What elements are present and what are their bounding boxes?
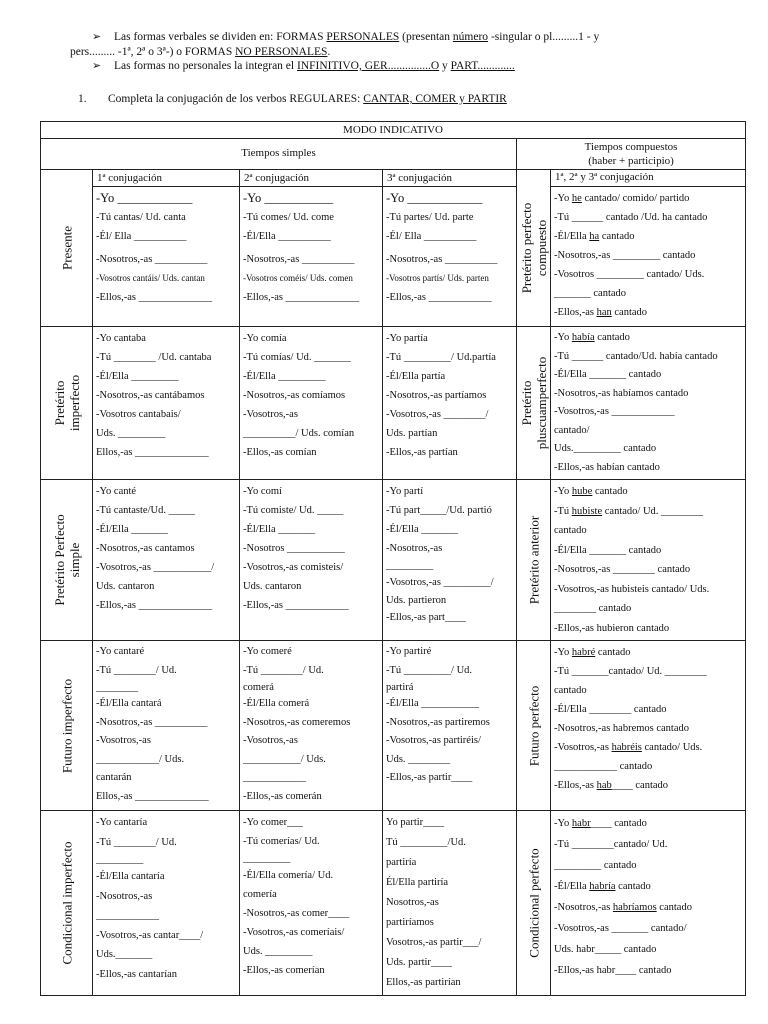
line: -Yo cantaba [96,333,146,344]
line: -Nosotros,-as habíamos cantado [554,387,689,399]
line: cantado [554,525,587,536]
line: _________ cantado [554,860,637,871]
compound-tense-label [517,811,551,996]
line: -Vosotros partís/ Uds. parten [386,273,489,284]
cell-c1 [93,327,240,480]
exercise-number: 1. [78,93,87,105]
text: Pretérito Perfecto [51,514,67,606]
line: -Vosotros,-as ____________ [554,406,675,417]
line: -Nosotros,-as ________ cantado [554,564,691,575]
text: (presentan [399,31,453,43]
line: -Nosotros,-as [96,890,153,902]
line: -Yo he cantado/ comido/ partido [554,193,690,205]
bullet-verb-forms [70,30,750,45]
line: -Yo habré cantado [554,647,631,658]
col-header-1: 1ª conjugación [93,170,240,187]
text: imperfecto [66,374,82,432]
line: ________ cantado [554,603,632,614]
compound-tense-label [517,327,551,480]
line: -Yo ___________ [243,191,334,206]
line: -Nosotros,-as cantamos [96,543,195,554]
text: Presente [59,225,74,271]
line: -Vosotros,-as ___________/ [96,562,215,573]
line: -Tú comerías/ Ud. [243,836,320,847]
text [52,375,82,431]
line: -Él/Ella ha cantado [554,231,635,243]
line: Ellos,-as ______________ [96,790,209,802]
line: -Tú ______ cantado/Ud. había cantado [554,350,718,362]
line: cantarán [96,772,132,783]
line: -Tú comiste/ Ud. _____ [243,505,344,516]
line: -Tú cantaste/Ud. _____ [96,505,195,516]
line: partiríamos [386,917,434,928]
cell-c2 [240,641,383,811]
text [519,203,549,294]
line: -Yo ____________ [96,191,193,206]
line: -Él/Ella ___________ [386,698,480,709]
line: Yo partir____ [386,817,445,828]
line: ___________/ Uds. [243,753,326,765]
tense-label [41,327,93,480]
line: -Nosotros ___________ [243,543,345,554]
text: Pretérito [51,380,67,426]
cell-c3 [383,327,517,480]
line: -Ellos,-as habr____ cantado [554,965,672,976]
line: -Vosotros,-as comisteis/ [243,562,344,573]
line: -Yo canté [96,486,137,497]
line: Uds. partían [386,428,438,439]
line: -Nosotros,-as cantábamos [96,390,205,401]
text: . [327,45,331,58]
line: -Nosotros,-as [386,543,443,554]
text: Completa la conjugación de los verbos REGULARES: [108,93,364,105]
line: Él/Ella partiría [386,877,449,888]
line: -Él/Ella partía [386,371,446,382]
line: Ellos,-as ______________ [96,447,209,458]
text-underlined: PART............. [450,60,515,72]
cell-c2 [240,811,383,996]
cell-c1 [93,480,240,641]
text [519,357,549,449]
col-header-2: 2ª conjugación [240,170,383,187]
cell-c1 [93,641,240,811]
tense-label [41,480,93,641]
line: -Vosotros,-as cantar____/ [96,929,204,941]
header-conjugations [41,170,746,187]
line: Uds. partir____ [386,957,452,968]
line: -Ellos,-as hubieron cantado [554,622,670,634]
line: -Tú ________cantado/ Ud. [554,839,668,850]
line: -Ellos,-as part____ [386,612,466,623]
line: -Él/Ella habría cantado [554,881,651,892]
line: -Él/Ella _________ [96,371,179,382]
line: -Tú partes/ Ud. parte [386,212,474,224]
line: -Vosotros,-as [243,735,298,746]
line: -Él/Ella ________ cantado [554,704,667,715]
line: ____________ cantado [554,761,653,772]
cell-c4 [551,811,746,996]
line: -Nosotros,-as comeremos [243,716,351,728]
line: -Vosotros,-as comeríais/ [243,927,345,938]
line: ____________/ Uds. [96,753,185,765]
line: _________ [96,854,144,865]
line: -Ellos,-as comerán [243,790,322,802]
line: -Ellos,-as hab____ cantado [554,780,669,791]
text: Futuro imperfecto [59,678,74,773]
text: Condicional perfecto [526,848,541,958]
line: -Ellos,-as cantarían [96,968,178,980]
line: -Él/Ella cantaría [96,871,165,882]
line: -Nosotros,-as __________ [386,254,498,266]
row-preterito-perfecto-simple [41,480,746,641]
line: -Yo cantaré [96,646,145,657]
line: -Él/Ella comería/ Ud. [243,870,334,881]
line: -Vosotros,-as habréis cantado/ Uds. [554,742,703,753]
line: -Tú _________/ Ud.partía [386,352,496,363]
cell-c1 [93,811,240,996]
line: -Tú ________/ Ud. [96,664,177,676]
line: -Ellos,-as partían [386,447,458,458]
cell-c1 [93,187,240,327]
line: _______ cantado [554,288,627,300]
text-underlined: INFINITIVO, GER...............O [296,60,440,72]
text: Tiempos compuestos [584,141,678,153]
line: -Él/Ella _______ [386,524,459,535]
line: -Tú comes/ Ud. come [243,212,334,224]
row-condicional-imperfecto [41,811,746,996]
line: -Ellos,-as ____________ [386,292,492,304]
line: -Nosotros,-as habríamos cantado [554,902,692,913]
line: -Yo partía [386,333,428,344]
line: -Yo partí [386,486,424,497]
line: -Yo ____________ [386,191,483,206]
line: Uds. partieron [386,595,447,606]
header-mode [41,122,746,139]
line: ____________ [96,910,159,921]
line: -Yo partiré [386,646,432,657]
line: -Él/Ella comerá [243,698,310,709]
cell-c3 [383,480,517,641]
line: -Yo comer___ [243,817,303,828]
text: Pretérito [518,380,534,426]
line: -Yo cantaría [96,817,148,828]
col-header-3: 3ª conjugación [383,170,517,187]
line: -Tú cantas/ Ud. canta [96,212,186,224]
line: -Ellos,-as ______________ [96,600,213,611]
text: pluscuamperfecto [533,356,549,450]
line: -Vosotros coméis/ Uds. comen [243,273,353,284]
text-underlined: CANTAR, COMER y PARTIR [363,93,507,105]
compound-tense-label [517,480,551,641]
text: simple [66,542,82,578]
cell-c3 [383,641,517,811]
line: -Nosotros,-as __________ [243,254,355,266]
line: Uds. habr_____ cantado [554,944,657,955]
line: -Nosotros,-as partiremos [386,716,490,728]
line: -Nosotros,-as comíamos [243,390,346,401]
line: -Vosotros _________ cantado/ Uds. [554,269,705,281]
line: -Nosotros,-as habremos cantado [554,723,690,734]
text: (haber + participio) [588,155,674,167]
line: -Ellos,-as ______________ [243,292,360,304]
line: -Nosotros,-as comer____ [243,908,350,919]
line: Vosotros,-as partir___/ [386,937,482,948]
cell-c3 [383,187,517,327]
line: -Ellos,-as partir____ [386,772,473,783]
text-underlined: NO PERSONALES [235,45,328,58]
cell-c2 [240,480,383,641]
line: -Yo comía [243,333,287,344]
line: -Ellos,-as ______________ [96,292,213,304]
line: -Yo hube cantado [554,486,628,497]
line: -Tú part_____/Ud. partió [386,505,492,516]
line: Uds. cantaron [243,581,302,592]
text: pers......... -1ª, 2ª o 3ª-) o FORMAS [70,45,236,58]
line: -Él/Ella _______ [243,524,316,535]
line: Uds. cantaron [96,581,155,592]
line: __________/ Uds. comían [243,428,355,439]
line: -Yo comí [243,486,282,497]
line: Tú _________/Ud. [386,837,466,848]
text: Pretérito anterior [526,515,541,605]
line: partirá [386,682,414,693]
line: -Tú _______cantado/ Ud. ________ [554,666,707,677]
line: -Ellos,-as han cantado [554,307,648,319]
mode-header: MODO INDICATIVO [41,122,746,139]
tense-label [41,811,93,996]
line: -Ellos,-as ____________ [243,600,349,611]
line: comería [243,889,277,900]
cell-c4 [551,641,746,811]
text [52,514,82,605]
line: Ellos,-as partirían [386,977,461,988]
line: -Él/ Ella __________ [386,231,477,243]
line: -Vosotros,-as _________/ [386,577,494,588]
line: -Tú _________/ Ud. [386,664,473,676]
line: ____________ [243,772,306,783]
line: -Nosotros,-as partíamos [386,390,487,401]
exercise-instruction [78,92,507,107]
line: -Vosotros,-as [96,735,151,746]
text: -singular o pl.........1 - y [488,31,600,43]
text-underlined: PERSONALES [326,31,400,43]
header-times [41,139,746,170]
line: -Vosotros cantáis/ Uds. cantan [96,273,205,284]
line: -Él/Ella _______ cantado [554,544,662,556]
line: -Tú ________/ Ud. [96,836,177,848]
cell-c3 [383,811,517,996]
line: Uds._______ [96,949,153,960]
line: -Nosotros,-as _________ cantado [554,250,696,262]
text: Pretérito perfecto [518,202,534,294]
line: -Él/Ella _________ [243,371,326,382]
tense-label [41,641,93,811]
cell-c4 [551,480,746,641]
instructions [70,30,750,74]
line: -Yo comeré [243,646,292,657]
line: -Vosotros cantabais/ [96,409,181,420]
line: Uds. ________ [386,753,451,765]
tense-label [41,170,93,327]
line: -Ellos,-as habían cantado [554,461,660,473]
line: _________ [243,853,291,864]
line: -Tú ______ cantado /Ud. ha cantado [554,212,708,224]
line: -Tú ________ /Ud. cantaba [96,352,212,363]
cell-c2 [240,327,383,480]
line: -Ellos,-as comerían [243,965,325,976]
cell-c4 [551,327,746,480]
line: -Él/Ella cantará [96,698,162,709]
line: -Vosotros,-as _______ cantado/ [554,923,687,934]
line: cantado/ [554,424,590,436]
line: -Tú comías/ Ud. _______ [243,352,351,363]
line: -Nosotros,-as __________ [96,254,208,266]
line: -Yo había cantado [554,332,630,343]
line: -Yo habr____ cantado [554,818,647,829]
line: -Él/ Ella __________ [96,231,187,243]
line: -Él/Ella __________ [243,231,331,243]
text: Condicional imperfecto [59,841,74,965]
simple-times-header: Tiempos simples [41,139,517,170]
text: Las formas verbales se dividen en: FORMAS [114,31,327,43]
cell-c2 [240,187,383,327]
compound-tense-label [517,170,551,327]
line: -Vosotros,-as partiréis/ [386,735,481,746]
line: -Vosotros,-as [243,409,298,420]
bullet-verb-forms-cont [70,45,750,60]
line: Uds. _________ [96,428,166,439]
compound-times-header [517,139,746,170]
row-futuro-imperfecto [41,641,746,811]
line: cantado [554,685,587,696]
text: Futuro perfecto [526,685,541,766]
line: -Ellos,-as comían [243,447,317,458]
line: -Vosotros,-as hubisteis cantado/ Uds. [554,583,710,595]
line: Uds._________ cantado [554,443,657,454]
text-underlined: número [452,31,489,43]
line: -Tú hubiste cantado/ Ud. ________ [554,505,704,517]
bullet-non-personal [70,59,750,74]
line: partiría [386,857,417,868]
compound-tense-label [517,641,551,811]
row-presente [41,187,746,327]
cell-c4 [551,187,746,327]
conjugation-table [40,121,746,996]
line: Uds. _________ [243,946,313,957]
text: compuesto [533,219,549,277]
line: -Vosotros,-as ________/ [386,409,489,420]
line: -Tú ________/ Ud. [243,664,324,676]
line: comerá [243,682,274,693]
line: -Él/Ella _______ cantado [554,369,662,380]
line: _________ [386,560,434,571]
text: y [439,60,451,72]
text: Las formas no personales la integran el [114,60,297,72]
line: Nosotros,-as [386,897,439,908]
line: -Él/Ella _______ [96,524,169,535]
line: ________ [96,682,138,693]
row-preterito-imperfecto [41,327,746,480]
col-header-4: 1ª, 2ª y 3ª conjugación [551,170,746,187]
line: -Nosotros,-as __________ [96,716,208,728]
